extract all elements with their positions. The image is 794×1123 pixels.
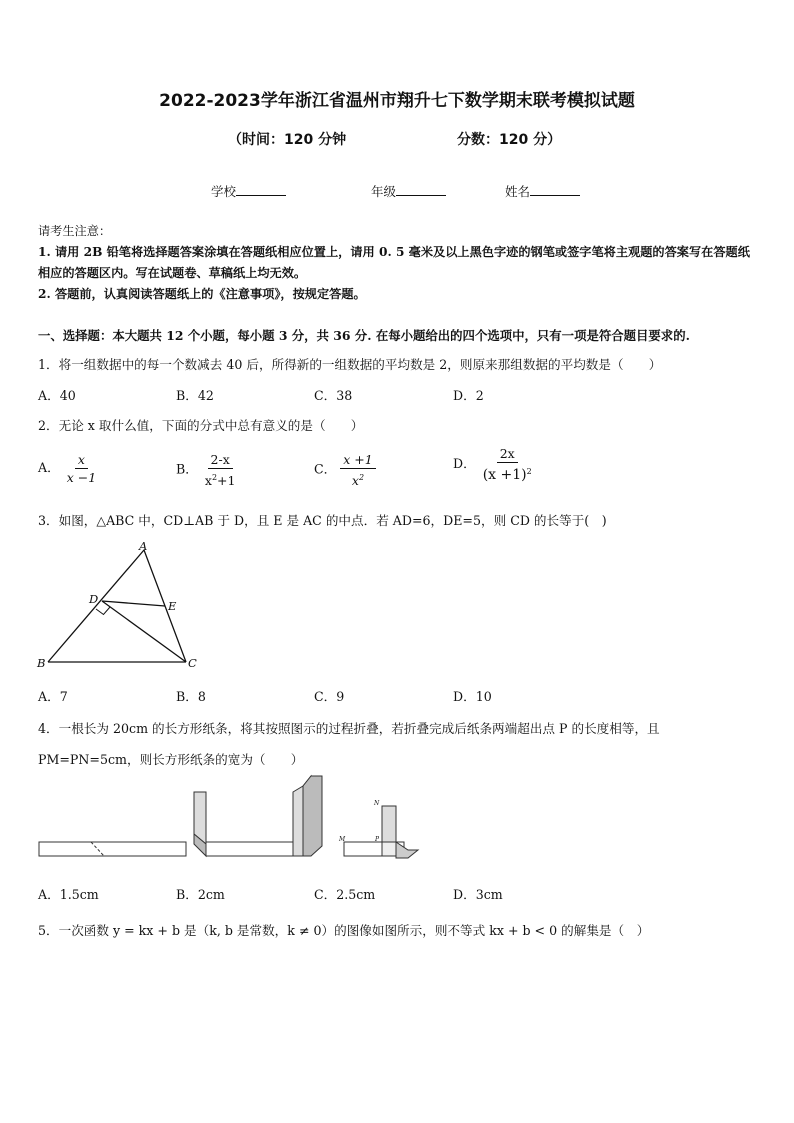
segment-de [102, 601, 165, 606]
notes-item-2: 2. 答题前，认真阅读答题纸上的《注意事项》，按规定答题。 [38, 287, 366, 301]
q2-c-denominator [349, 469, 367, 488]
q3-option-b: B．8 [176, 689, 206, 704]
page-title: 2022-2023学年浙江省温州市翔升七下数学期末联考模拟试题 [159, 91, 635, 111]
q2-b-den-exp: 2 [211, 473, 218, 482]
strip-right-back [303, 776, 322, 856]
q4-stem-line-1: 4．一根长为 20cm 的长方形纸条，将其按照图示的过程折叠，若折叠完成后纸条两端超出点 P 的长度相等，且 [38, 721, 660, 736]
q2-option-b-label: B． [176, 461, 198, 477]
exam-time: （时间：120 分钟 [228, 132, 347, 148]
grade-blank [396, 183, 446, 196]
strip-bottom [206, 842, 293, 856]
q1-stem: 1．将一组数据中的每一个数减去 40 后，所得新的一组数据的平均数是 2，则原来那组数据的平均数是（ ） [38, 357, 662, 372]
q1-option-a: A．40 [38, 388, 76, 403]
q2-d-den-exp: 2 [526, 467, 532, 476]
q3-option-d: D．10 [453, 689, 492, 704]
q2-option-b-fraction [202, 452, 239, 488]
grade-label: 年级 [371, 184, 397, 199]
notes-block [38, 221, 760, 305]
q1-option-b: B．42 [176, 388, 214, 403]
q4-option-b: B．2cm [176, 887, 225, 902]
q3-stem: 3．如图，△ABC 中，CD⊥AB 于 D，且 E 是 AC 的中点．若 AD=6，DE=5，则 CD 的长等于( ) [38, 513, 607, 528]
q5-stem: 5．一次函数 y = kx + b 是（k, b 是常数，k ≠ 0）的图像如图所示，则不等式 kx + b < 0 的解集是（ ） [38, 923, 650, 938]
q4-option-c: C．2.5cm [314, 887, 376, 902]
q2-option-d-label: D． [453, 456, 476, 472]
strip-final-corner [396, 842, 418, 858]
q2-d-denominator [480, 463, 535, 483]
label-n: N [374, 800, 380, 807]
q3-option-c: C．9 [314, 689, 345, 704]
q4-option-d: D．3cm [453, 887, 503, 902]
q2-b-den-base: x [204, 473, 212, 489]
q4-folding-figure [36, 770, 426, 870]
section-heading: 一、选择题：本大题共 12 个小题，每小题 3 分，共 36 分. 在每小题给出的四个选项中，只有一项是符合题目要求的. [38, 328, 690, 343]
notes-item-1: 1. 请用 2B 铅笔将选择题答案涂填在答题纸相应位置上，请用 0. 5 毫米及以上黑色字迹的钢笔或签字笔将主观题的答案写在答题纸相应的答题区内。写在试题卷、草稿纸上均无效。 [38, 245, 750, 280]
label-m: M [339, 836, 346, 843]
name-blank [530, 183, 580, 196]
q2-option-c-label: C． [314, 461, 337, 477]
name-field [505, 182, 580, 200]
q2-option-a-label: A． [38, 460, 60, 475]
exam-score: 分数：120 分） [457, 132, 562, 148]
q2-option-d [453, 446, 535, 483]
name-label: 姓名 [505, 184, 531, 199]
label-a: A [139, 539, 148, 553]
q2-option-a [38, 452, 99, 485]
school-blank [236, 183, 286, 196]
q2-c-den-base: x [351, 473, 359, 489]
label-d: D [89, 592, 99, 606]
school-field [211, 182, 286, 200]
q2-option-a-fraction [64, 452, 99, 485]
q1-option-c: C．38 [314, 388, 353, 403]
q3-option-a: A．7 [38, 689, 68, 704]
label-e: E [168, 599, 177, 613]
q2-option-d-fraction [480, 446, 535, 483]
q2-b-denominator [202, 469, 239, 488]
q3-triangle-figure [34, 538, 204, 673]
q2-a-denominator: x −1 [66, 470, 97, 485]
label-p: P [375, 836, 380, 843]
side-ab [48, 550, 144, 662]
q2-c-numerator: x +1 [340, 452, 375, 469]
strip-flat [39, 842, 186, 856]
q2-b-numerator: 2-x [208, 452, 233, 469]
q2-b-den-rest: +1 [217, 473, 236, 489]
right-angle-mark [96, 607, 110, 615]
q2-option-b [176, 452, 238, 488]
q2-a-numerator: x [75, 452, 88, 469]
q1-option-d: D．2 [453, 388, 484, 403]
q2-d-den-base: (x +1) [482, 467, 527, 484]
q4-stem-line-2: PM=PN=5cm，则长方形纸条的宽为（ ） [38, 752, 304, 767]
q4-option-a: A．1.5cm [38, 887, 99, 902]
grade-field [371, 182, 446, 200]
label-b: B [37, 656, 46, 670]
q2-option-c-fraction [340, 452, 375, 488]
label-c: C [188, 656, 197, 670]
q2-c-den-exp: 2 [358, 473, 365, 482]
q2-option-c [314, 452, 376, 488]
q2-stem: 2．无论 x 取什么值，下面的分式中总有意义的是（ ） [38, 418, 364, 433]
q2-d-numerator: 2x [497, 446, 518, 463]
notes-heading: 请考生注意： [38, 224, 112, 238]
school-label: 学校 [211, 184, 237, 199]
